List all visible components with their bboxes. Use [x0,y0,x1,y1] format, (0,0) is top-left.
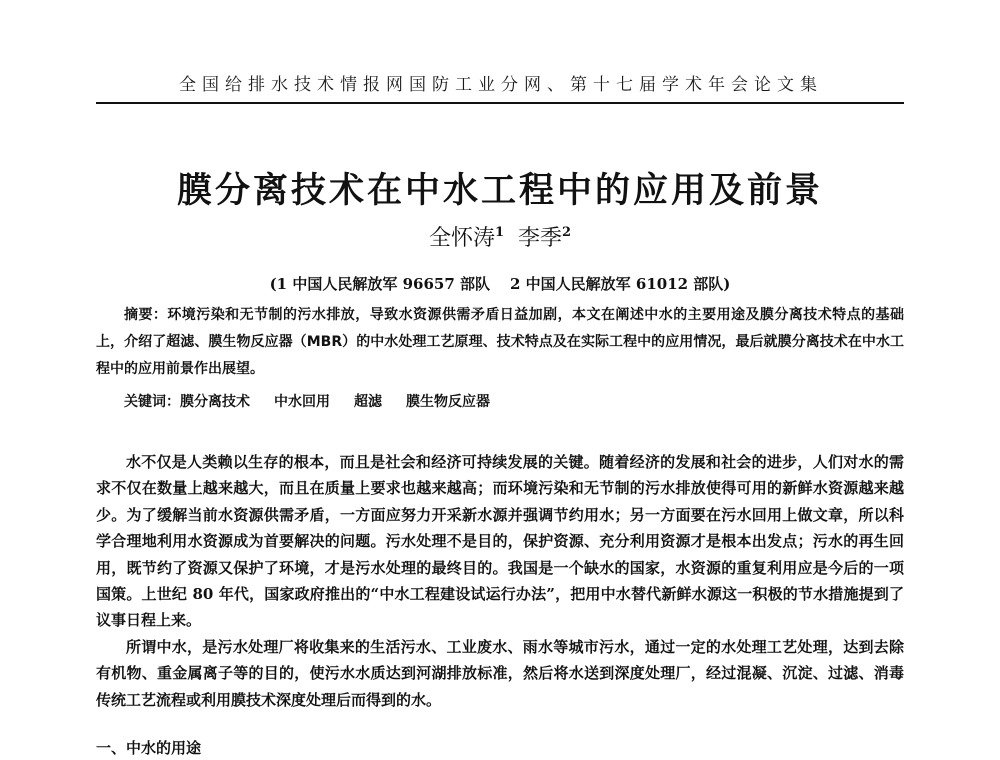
author-superscript: 1 [494,225,504,240]
author-name: 李季 [518,226,563,251]
author-name: 全怀涛 [428,226,495,251]
author-superscript: 2 [562,225,572,240]
keyword: 中水回用 [274,394,330,410]
running-header: 全国给排水技术情报网国防工业分网、第十七届学术年会论文集 [179,75,823,95]
section-heading: 一、中水的用途 [96,739,202,757]
author-line [0,221,1000,252]
body-paragraph: 所谓中水，是污水处理厂将收集来的生活污水、工业废水、雨水等城市污水，通过一定的水处理工艺处理，达到去除有机物、重金属离子等的目的，使污水水质达到河湖排放标准，然后将水送到深度处理厂，经过混凝、沉淀、过滤、消毒传统工艺流程或利用膜技术深度处理后而得到的水。 [96,637,904,709]
affiliation-second: 中国人民解放军 61012 部队) [525,275,731,293]
body-text [96,449,904,713]
abstract-text: 环境污染和无节制的污水排放，导致水资源供需矛盾日益加剧，本文在阐述中水的主要用途及膜分离技术特点的基础上，介绍了超滤、膜生物反应器（MBR）的中水处理工艺原理、技术特点及在实际工程中的应用情况，最后就膜分离技术在中水工程中的应用前景作出展望。 [96,307,904,377]
abstract-label: 摘要： [124,307,168,323]
keywords-label: 关键词： [124,394,180,410]
affiliation-second-number: 2 [510,275,521,293]
affiliation-first: 中国人民解放军 96657 部队 [292,275,490,293]
keyword: 超滤 [354,394,382,410]
keyword: 膜分离技术 [180,394,250,410]
paper-title: 膜分离技术在中水工程中的应用及前景 [176,171,823,211]
header-rule [96,102,904,104]
keywords [124,391,904,411]
affiliation-open: (1 [269,275,288,293]
affiliation-line [0,273,1000,294]
keyword: 膜生物反应器 [406,394,490,410]
body-paragraph: 水不仅是人类赖以生存的根本，而且是社会和经济可持续发展的关键。随着经济的发展和社会的进步，人们对水的需求不仅在数量上越来越大，而且在质量上要求也越来越高；而环境污染和无节制的污水排放使得可用的新鲜水资源越来越少。为了缓解当前水资源供需矛盾，一方面应努力开采新水源并强调节约用水；另一方面要在污水回用上做文章，所以科学合理地利用水资源成为首要解决的问题。污水处理不是目的，保护资源、充分利用资源才是根本出发点；污水的再生回用，既节约了资源又保护了环境，才是污水处理的最终目的。我国是一个缺水的国家，水资源的重复利用应是今后的一项国策。上世纪 80 年代，国家政府推出的“中水工程建设试运行办法”，把用中水替代新鲜水源这一积极的节水措施提到了议事日程上来。 [96,453,904,630]
abstract [96,302,904,383]
